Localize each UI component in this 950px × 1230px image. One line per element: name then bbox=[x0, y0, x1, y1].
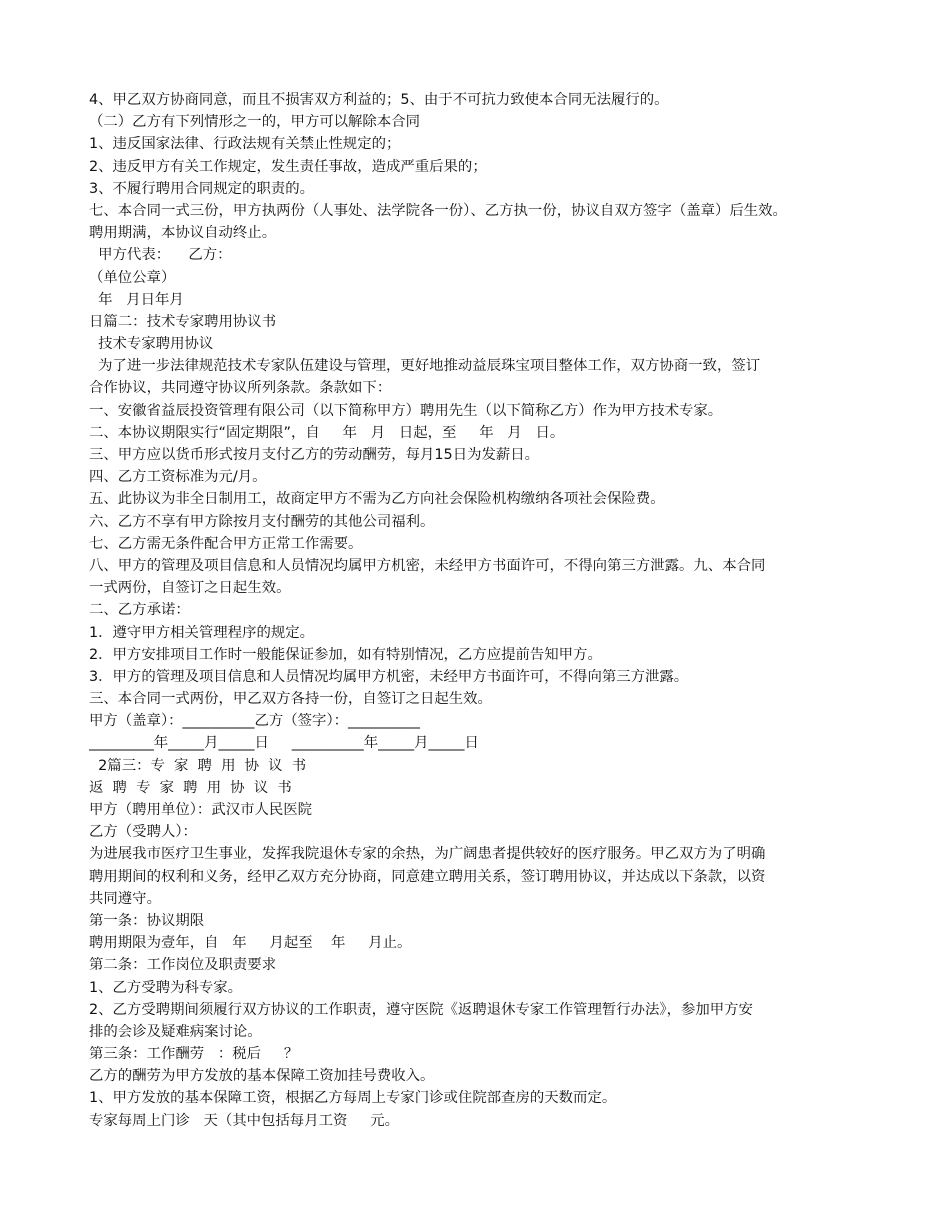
text-line: 年 月日年月 bbox=[89, 291, 184, 308]
text-line: 1、甲方发放的基本保障工资，根据乙方每周上专家门诊或住院部查房的天数而定。 bbox=[89, 1090, 617, 1107]
document-body bbox=[89, 89, 864, 1132]
text-line: 4、甲乙双方协商同意，而且不损害双方利益的；5、由于不可抗力致使本合同无法履行的。 bbox=[89, 92, 669, 108]
text-line: 2、乙方受聘期间须履行双方协议的工作职责，遵守医院《返聘退休专家工作管理暂行办法》，参加甲方安 bbox=[89, 1001, 753, 1018]
section-title: 2篇三：专 家 聘 用 协 议 书 bbox=[89, 757, 307, 774]
text-line: 二、本协议期限实行“固定期限”，自 年 月 日起，至 年 月 日。 bbox=[89, 424, 565, 441]
text-line: 1、乙方受聘为科专家。 bbox=[89, 979, 243, 996]
signature-line: 甲方（盖章）：__________乙方（签字）：__________ bbox=[89, 713, 420, 730]
text-line: 为进展我市医疗卫生事业，发挥我院退休专家的余热，为广阔患者提供较好的医疗服务。甲乙双方为了明确 bbox=[89, 846, 766, 863]
text-line: 三、本合同一式两份，甲乙双方各持一份，自签订之日起生效。 bbox=[89, 691, 492, 708]
text-line: 七、乙方需无条件配合甲方正常工作需要。 bbox=[89, 535, 363, 552]
text-line: 3．甲方的管理及项目信息和人员情况均属甲方机密，未经甲方书面许可，不得向第三方泄露。 bbox=[89, 668, 689, 685]
text-line: 专家每周上门诊 天（其中包括每月工资 元。 bbox=[89, 1112, 400, 1129]
text-line: 第三条：工作酬劳 ：税后 ？ bbox=[89, 1046, 299, 1063]
text-line: 为了进一步法律规范技术专家队伍建设与管理，更好地推动益辰珠宝项目整体工作，双方协商一致，签订 bbox=[89, 358, 761, 375]
text-line: 1、违反国家法律、行政法规有关禁止性规定的； bbox=[89, 136, 401, 153]
text-line: 排的会诊及疑难病案讨论。 bbox=[89, 1023, 262, 1040]
text-line: 合作协议，共同遵守协议所列条款。条款如下： bbox=[89, 380, 392, 397]
text-line: （单位公章） bbox=[89, 269, 176, 286]
text-line: 第一条：协议期限 bbox=[89, 912, 205, 929]
text-line: 二、乙方承诺： bbox=[89, 602, 190, 619]
text-line: 聘用期限为壹年，自 年 月起至 年 月止。 bbox=[89, 935, 412, 952]
text-line: 2．甲方安排项目工作时一般能保证参加，如有特别情况，乙方应提前告知甲方。 bbox=[89, 646, 602, 663]
text-line: 六、乙方不享有甲方除按月支付酬劳的其他公司福利。 bbox=[89, 513, 435, 530]
text-line: 2、违反甲方有关工作规定，发生责任事故，造成严重后果的； bbox=[89, 158, 487, 175]
text-line: （二）乙方有下列情形之一的，甲方可以解除本合同 bbox=[89, 114, 420, 131]
text-line: 甲方（聘用单位）：武汉市人民医院 bbox=[89, 802, 313, 818]
text-line: 五、此协议为非全日制用工，故商定甲方不需为乙方向社会保险机构缴纳各项社会保险费。 bbox=[89, 491, 665, 508]
text-line: 第二条：工作岗位及职责要求 bbox=[89, 957, 277, 974]
text-line: 聘用期满，本协议自动终止。 bbox=[89, 225, 277, 242]
text-line: 返 聘 专 家 聘 用 协 议 书 bbox=[89, 779, 292, 796]
date-line: _________年_____月_____日 __________年_____月_____日 bbox=[89, 735, 479, 752]
text-line: 技术专家聘用协议 bbox=[89, 336, 214, 353]
text-line: 1．遵守甲方相关管理程序的规定。 bbox=[89, 624, 315, 641]
text-line: 乙方（受聘人）： bbox=[89, 824, 197, 841]
text-line: 共同遵守。 bbox=[89, 890, 161, 907]
text-line: 甲方代表： 乙方： bbox=[89, 247, 232, 264]
text-line: 3、不履行聘用合同规定的职责的。 bbox=[89, 180, 315, 197]
text-line: 八、甲方的管理及项目信息和人员情况均属甲方机密，未经甲方书面许可，不得向第三方泄露。九、本合同 bbox=[89, 557, 766, 574]
text-line: 聘用期间的权利和义务，经甲乙双方充分协商，同意建立聘用关系，签订聘用协议，并达成以下条款，以资 bbox=[89, 868, 766, 885]
section-title: 日篇二：技术专家聘用协议书 bbox=[89, 313, 277, 330]
text-line: 七、本合同一式三份，甲方执两份（人事处、法学院各一份）、乙方执一份，协议自双方签字（盖章）后生效。 bbox=[89, 202, 787, 219]
text-line: 一、安徽省益辰投资管理有限公司（以下简称甲方）聘用先生（以下简称乙方）作为甲方技术专家。 bbox=[89, 402, 723, 419]
text-line: 乙方的酬劳为甲方发放的基本保障工资加挂号费收入。 bbox=[89, 1068, 435, 1085]
text-line: 三、甲方应以货币形式按月支付乙方的劳动酬劳，每月15日为发薪日。 bbox=[89, 447, 540, 463]
text-line: 四、乙方工资标准为元/月。 bbox=[89, 469, 267, 486]
text-line: 一式两份，自签订之日起生效。 bbox=[89, 580, 291, 597]
